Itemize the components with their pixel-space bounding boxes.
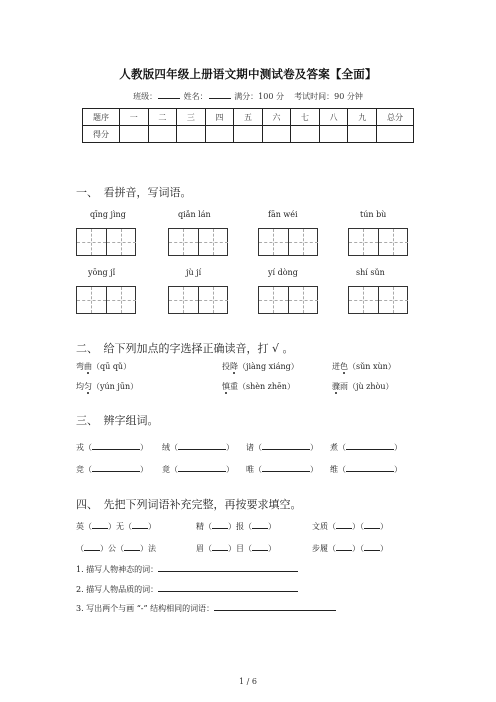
score-cell: 二: [148, 109, 177, 126]
answer-blank[interactable]: [336, 520, 352, 529]
name-blank: [209, 90, 231, 99]
answer-blank[interactable]: [178, 463, 226, 472]
dotted-char: 色: [340, 362, 348, 371]
writing-grid[interactable]: [348, 286, 408, 314]
bracket: ）: [394, 443, 402, 452]
idiom-part: 文质（: [312, 522, 336, 531]
answer-blank[interactable]: [92, 520, 108, 529]
reading-item[interactable]: [332, 381, 394, 392]
bracket: ）: [140, 465, 148, 474]
item-options: （sǔn xùn）: [348, 362, 396, 371]
reading-item[interactable]: [222, 361, 299, 372]
idiom-part: ）: [380, 544, 388, 553]
reading-item[interactable]: [332, 361, 396, 372]
item-text: 迸: [332, 362, 340, 371]
word-char: 绒（: [162, 443, 178, 452]
idiom-part: ）: [268, 544, 276, 553]
word-char: 维（: [330, 465, 346, 474]
word-blank-item[interactable]: [330, 441, 402, 453]
section4-heading: 四、 先把下列词语补充完整，再按要求填空。: [76, 498, 302, 511]
score-cell: 六: [262, 109, 291, 126]
pinyin-label: shí sǔn: [356, 268, 385, 277]
item-options: 雨（jù zhòu）: [340, 382, 394, 391]
page-number: 1 / 6: [239, 677, 257, 686]
answer-blank[interactable]: [262, 441, 310, 450]
idiom-part: ）公（: [100, 544, 124, 553]
exam-info: [0, 90, 496, 102]
score-cell: 五: [234, 109, 263, 126]
answer-blank[interactable]: [158, 583, 298, 592]
score-label: 满分：100 分: [234, 92, 284, 101]
idiom-part: ）无（: [108, 522, 132, 531]
idiom-part: 精（: [196, 522, 212, 531]
score-input[interactable]: [291, 126, 320, 143]
score-cell: 三: [177, 109, 206, 126]
answer-blank[interactable]: [346, 441, 394, 450]
word-blank-item[interactable]: [246, 463, 318, 475]
writing-grid[interactable]: [76, 228, 136, 256]
answer-blank[interactable]: [346, 463, 394, 472]
section1-heading: 一、 看拼音，写词语。: [76, 186, 192, 199]
class-blank: [158, 90, 180, 99]
bracket: ）: [394, 465, 402, 474]
dotted-char: 曲: [84, 362, 92, 371]
answer-blank[interactable]: [212, 542, 228, 551]
name-label: 姓名：: [183, 92, 208, 101]
score-input[interactable]: [148, 126, 177, 143]
class-label: 班级：: [133, 92, 158, 101]
answer-blank[interactable]: [252, 542, 268, 551]
idiom-part: 英（: [76, 522, 92, 531]
score-cell: 题序: [83, 109, 120, 126]
item-text: 均: [76, 382, 84, 391]
idiom-part: ）: [148, 522, 156, 531]
idiom-part: ）（: [352, 522, 364, 531]
idiom-part: ）报（: [228, 522, 252, 531]
score-input[interactable]: [262, 126, 291, 143]
bracket: ）: [310, 465, 318, 474]
writing-grid[interactable]: [168, 228, 228, 256]
question-text: 3. 写出两个与画 “-” 结构相同的词语：: [76, 604, 215, 613]
question-line[interactable]: [76, 602, 336, 614]
score-table-header-row: [83, 109, 414, 126]
section2-heading: 二、 给下列加点的字选择正确读音，打 √ 。: [76, 342, 294, 355]
time-label: 考试时间：90 分钟: [294, 92, 363, 101]
item-options: （jiàng xiáng）: [238, 362, 299, 371]
pinyin-label: qiǎn lán: [178, 210, 211, 219]
pinyin-label: jù jí: [186, 268, 202, 277]
word-blank-item[interactable]: [162, 441, 234, 453]
score-table-score-row: [83, 126, 414, 143]
score-cell: 八: [319, 109, 348, 126]
item-text: 投: [222, 362, 230, 371]
writing-grid[interactable]: [168, 286, 228, 314]
score-input[interactable]: [120, 126, 149, 143]
pinyin-label: yōng jǐ: [88, 268, 116, 277]
idiom-part: 眉（: [196, 544, 212, 553]
idiom-fill-item[interactable]: [76, 542, 156, 554]
idiom-fill-item[interactable]: [196, 542, 276, 554]
answer-blank[interactable]: [336, 542, 352, 551]
writing-grid[interactable]: [258, 286, 318, 314]
word-blank-item[interactable]: [330, 463, 402, 475]
writing-grid[interactable]: [348, 228, 408, 256]
score-cell: 九: [348, 109, 377, 126]
score-input[interactable]: [234, 126, 263, 143]
reading-item[interactable]: [76, 361, 131, 372]
answer-blank[interactable]: [364, 542, 380, 551]
idiom-part: ）目（: [228, 544, 252, 553]
idiom-part: ）: [268, 522, 276, 531]
word-char: 唯（: [246, 465, 262, 474]
idiom-part: ）: [380, 522, 388, 531]
item-options: 重（shèn zhēn）: [230, 382, 295, 391]
answer-blank[interactable]: [364, 520, 380, 529]
dotted-char: 骤: [332, 382, 340, 391]
writing-grid[interactable]: [76, 286, 136, 314]
word-char: 竟（: [162, 465, 178, 474]
idiom-part: （: [76, 544, 84, 553]
reading-item[interactable]: [76, 381, 138, 392]
score-table: [82, 108, 414, 143]
idiom-fill-item[interactable]: [76, 520, 156, 532]
word-blank-item[interactable]: [76, 441, 148, 453]
word-blank-item[interactable]: [162, 463, 234, 475]
idiom-part: ）法: [140, 544, 156, 553]
item-text: 弯: [76, 362, 84, 371]
idiom-fill-item[interactable]: [312, 520, 388, 532]
pinyin-label: yí dòng: [268, 268, 298, 277]
pinyin-label: fān wéi: [268, 210, 298, 219]
score-input[interactable]: [205, 126, 234, 143]
word-blank-item[interactable]: [246, 441, 318, 453]
section3-heading: 三、 辨字组词。: [76, 414, 159, 427]
idiom-part: ）（: [352, 544, 364, 553]
dotted-char: 匀: [84, 382, 92, 391]
writing-grid[interactable]: [258, 228, 318, 256]
word-char: 煮（: [330, 443, 346, 452]
score-input[interactable]: [377, 126, 414, 143]
word-char: 诸（: [246, 443, 262, 452]
reading-item[interactable]: [222, 381, 295, 392]
score-cell: 四: [205, 109, 234, 126]
score-row-label: 得分: [83, 126, 120, 143]
answer-blank[interactable]: [252, 520, 268, 529]
item-options: （yún jūn）: [92, 382, 139, 391]
question-text: 2. 描写人物品质的词：: [76, 585, 159, 594]
score-input[interactable]: [177, 126, 206, 143]
bracket: ）: [140, 443, 148, 452]
score-cell: 总分: [377, 109, 414, 126]
item-options: （qū qǔ）: [92, 362, 132, 371]
idiom-fill-item[interactable]: [312, 542, 388, 554]
idiom-part: 步履（: [312, 544, 336, 553]
idiom-fill-item[interactable]: [196, 520, 276, 532]
page-title: 人教版四年级上册语文期中测试卷及答案【全面】: [119, 67, 377, 81]
question-text: 1. 描写人物神态的词：: [76, 565, 159, 574]
word-blank-item[interactable]: [76, 463, 148, 475]
answer-blank[interactable]: [132, 520, 148, 529]
score-cell: 一: [120, 109, 149, 126]
answer-blank[interactable]: [92, 463, 140, 472]
answer-blank[interactable]: [92, 441, 140, 450]
pinyin-label: qīng jìng: [90, 210, 126, 219]
bracket: ）: [226, 465, 234, 474]
dotted-char: 降: [230, 362, 238, 371]
question-line[interactable]: [76, 563, 298, 575]
bracket: ）: [226, 443, 234, 452]
answer-blank[interactable]: [212, 520, 228, 529]
answer-blank[interactable]: [262, 463, 310, 472]
question-line[interactable]: [76, 583, 298, 595]
bracket: ）: [310, 443, 318, 452]
answer-blank[interactable]: [124, 542, 140, 551]
pinyin-label: tún bù: [360, 210, 387, 219]
score-cell: 七: [291, 109, 320, 126]
answer-blank[interactable]: [214, 602, 336, 611]
answer-blank[interactable]: [178, 441, 226, 450]
word-char: 戎（: [76, 443, 92, 452]
score-input[interactable]: [348, 126, 377, 143]
score-input[interactable]: [319, 126, 348, 143]
dotted-char: 慎: [222, 382, 230, 391]
answer-blank[interactable]: [84, 542, 100, 551]
answer-blank[interactable]: [158, 563, 298, 572]
word-char: 竞（: [76, 465, 92, 474]
